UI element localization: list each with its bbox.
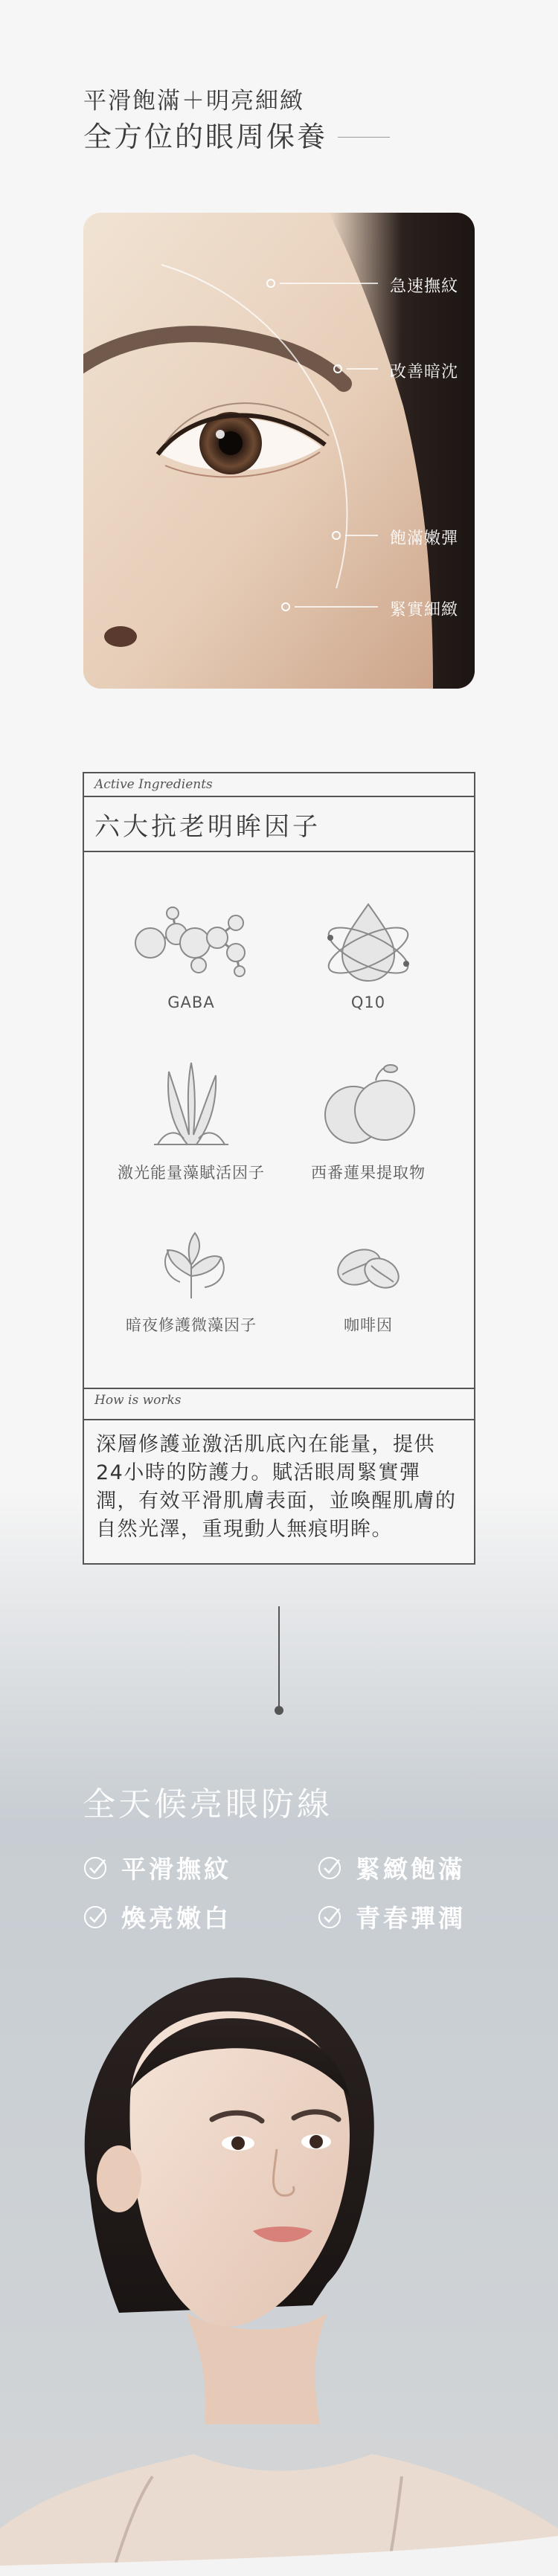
how-it-works-label: How is works: [84, 1389, 474, 1420]
benefit-item: [317, 1899, 466, 1934]
callout-4: 緊實細緻: [390, 601, 459, 619]
ingredient-name: 咖啡因: [344, 1316, 393, 1334]
microalgae-icon: [147, 1224, 236, 1306]
connector-dot: [275, 1706, 283, 1715]
ingredients-title: 六大抗老明眸因子: [84, 797, 474, 852]
ingredient-item: [279, 1224, 458, 1336]
droplet-atom-icon: [320, 897, 417, 986]
intro-title-row: [83, 119, 390, 155]
passion-fruit-icon: [316, 1057, 420, 1153]
ingredients-description: 深層修護並激活肌底內在能量，提供24小時的防護力。賦活眼周緊實彈潤，有效平滑肌膚表面，並喚醒肌膚的自然光澤，重現動人無痕明眸。: [96, 1433, 457, 1541]
benefit-item: [83, 1899, 231, 1934]
callout-2: 改善暗沈: [390, 363, 459, 381]
benefit-label: 緊緻飽滿: [356, 1855, 466, 1884]
benefit-label: 青春彈潤: [356, 1904, 466, 1933]
benefit-label: 煥亮嫩白: [121, 1904, 231, 1933]
ingredients-grid: [84, 852, 474, 1389]
ingredient-name: GABA: [167, 994, 215, 1011]
callout-3: 飽滿嫩彈: [390, 529, 459, 548]
check-circle-icon: [83, 1904, 108, 1930]
ingredient-item: [102, 1057, 280, 1183]
benefits-title: 全天候亮眼防線: [83, 1786, 333, 1823]
ingredients-panel: [83, 772, 475, 1565]
benefit-item: [83, 1850, 231, 1885]
intro-heading: [83, 83, 390, 155]
active-ingredients-label: Active Ingredients: [84, 773, 474, 797]
intro-subtitle: 平滑飽滿＋明亮細緻: [83, 88, 304, 115]
callout-1: 急速撫紋: [390, 277, 459, 296]
ingredient-name: 西番蓮果提取物: [311, 1164, 426, 1182]
coffee-bean-icon: [324, 1224, 413, 1306]
ingredient-name: 激光能量藻賦活因子: [118, 1164, 265, 1182]
ingredient-item: [102, 897, 280, 1011]
eye-closeup-image: [83, 213, 475, 689]
check-circle-icon: [317, 1855, 342, 1881]
connector-line: [278, 1606, 280, 1709]
ingredient-item: [279, 897, 458, 1011]
ingredient-name: 暗夜修護微藻因子: [126, 1316, 257, 1334]
benefit-label: 平滑撫紋: [121, 1855, 231, 1884]
title-divider: [338, 137, 390, 138]
intro-title: 全方位的眼周保養: [83, 120, 328, 153]
seaweed-icon: [143, 1057, 240, 1153]
ingredient-item: [102, 1224, 280, 1336]
ingredient-name: Q10: [350, 994, 386, 1011]
model-portrait-image: [0, 1963, 558, 2576]
check-circle-icon: [83, 1855, 108, 1881]
check-circle-icon: [317, 1904, 342, 1930]
molecule-icon: [128, 897, 254, 986]
benefit-item: [317, 1850, 466, 1885]
ingredient-item: [279, 1057, 458, 1183]
